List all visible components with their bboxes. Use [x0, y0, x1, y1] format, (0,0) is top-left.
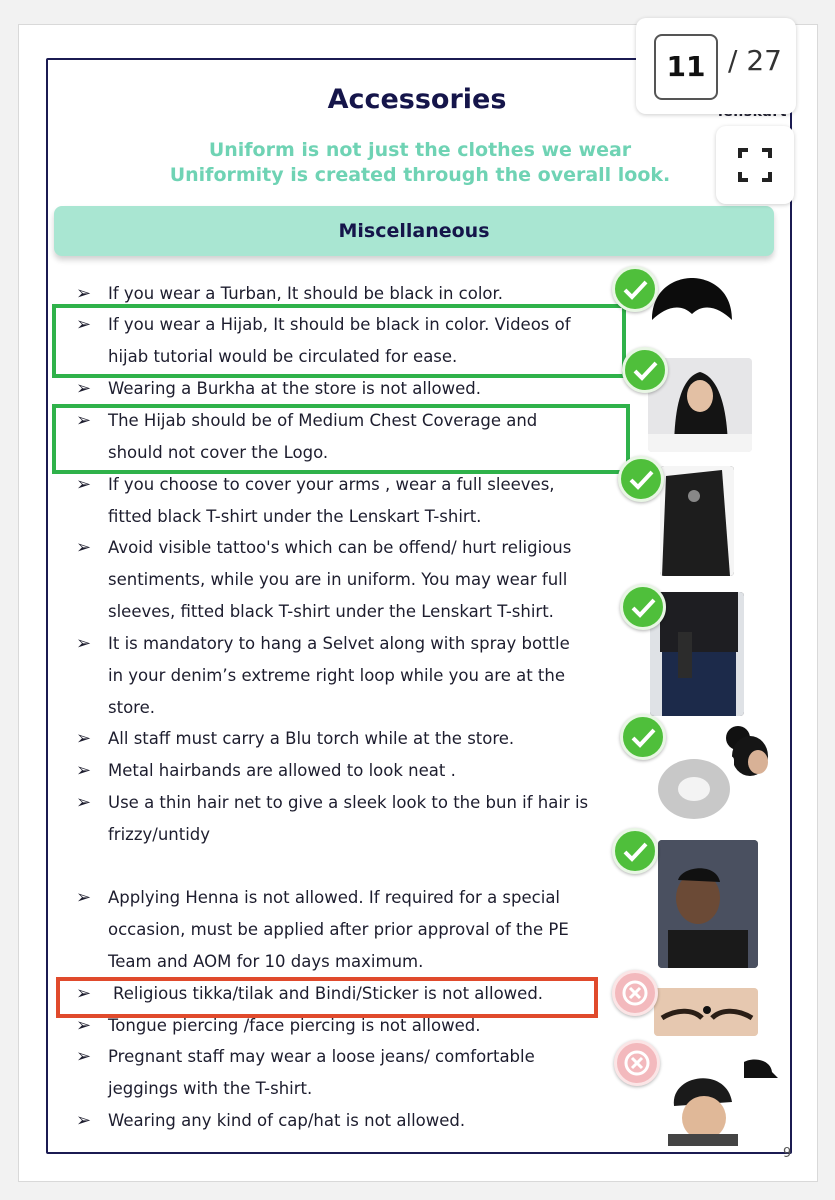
- bullet-arrow-icon: ➢: [76, 537, 92, 558]
- bullet-arrow-icon: ➢: [76, 760, 92, 781]
- fullscreen-button[interactable]: [716, 126, 794, 204]
- bullet-arrow-icon: ➢: [76, 1110, 92, 1131]
- rule-text: fitted black T-shirt under the Lenskart T-shirt.: [108, 507, 482, 526]
- bullet-arrow-icon: ➢: [76, 983, 92, 1004]
- bullet-arrow-icon: ➢: [76, 314, 92, 335]
- page-counter: [636, 18, 796, 114]
- highlight-box-hijab-color: [52, 304, 626, 378]
- rule-text: Religious tikka/tilak and Bindi/Sticker is not allowed.: [113, 984, 544, 1003]
- check-icon: [620, 584, 666, 630]
- rule-text: should not cover the Logo.: [108, 443, 329, 462]
- turban-photo: [644, 266, 740, 346]
- rule-text: All staff must carry a Blu torch while at the store.: [108, 729, 515, 748]
- check-icon: [612, 828, 658, 874]
- rule-text: hijab tutorial would be circulated for ease.: [108, 347, 458, 366]
- highlight-box-tikka: [56, 977, 598, 1018]
- bullet-arrow-icon: ➢: [76, 474, 92, 495]
- rule-text: sleeves, fitted black T-shirt under the Lenskart T-shirt.: [108, 602, 554, 621]
- bullet-arrow-icon: ➢: [76, 728, 92, 749]
- bullet-arrow-icon: ➢: [76, 283, 92, 304]
- fullscreen-icon: [716, 126, 794, 204]
- current-page-input[interactable]: 11: [654, 34, 718, 100]
- bullet-arrow-icon: ➢: [76, 633, 92, 654]
- rule-text: If you wear a Turban, It should be black in color.: [108, 284, 504, 303]
- rule-text: occasion, must be applied after prior approval of the PE: [108, 920, 569, 939]
- henna-photo: [658, 840, 758, 968]
- rule-text: Avoid visible tattoo's which can be offend/ hurt religious: [108, 538, 572, 557]
- rule-text: frizzy/untidy: [108, 825, 211, 844]
- rule-text: Wearing a Burkha at the store is not allowed.: [108, 379, 481, 398]
- rule-text: The Hijab should be of Medium Chest Coverage and: [108, 411, 538, 430]
- rule-text: If you choose to cover your arms , wear a full sleeves,: [108, 475, 555, 494]
- bindi-photo: [654, 988, 758, 1036]
- rule-text: jeggings with the T-shirt.: [108, 1079, 313, 1098]
- bullet-arrow-icon: ➢: [76, 887, 92, 908]
- rule-text: Use a thin hair net to give a sleek look to the bun if hair is: [108, 793, 589, 812]
- rule-text: Tongue piercing /face piercing is not allowed.: [108, 1016, 481, 1035]
- beanie-photo: [660, 1056, 744, 1146]
- section-heading: Miscellaneous: [54, 206, 774, 256]
- cross-icon: [614, 1040, 660, 1086]
- check-icon: [622, 347, 668, 393]
- hair-net-photo: [654, 756, 734, 822]
- rule-text: in your denim’s extreme right loop while you are at the: [108, 666, 566, 685]
- rule-text: Wearing any kind of cap/hat is not allowed.: [108, 1111, 466, 1130]
- rule-text: Metal hairbands are allowed to look neat .: [108, 761, 456, 780]
- bullet-arrow-icon: ➢: [76, 792, 92, 813]
- bullet-arrow-icon: ➢: [76, 378, 92, 399]
- subtitle-line-2: Uniformity is created through the overall look.: [169, 164, 671, 186]
- bullet-arrow-icon: ➢: [76, 410, 92, 431]
- rule-text: Team and AOM for 10 days maximum.: [108, 952, 424, 971]
- rule-text: Pregnant staff may wear a loose jeans/ comfortable: [108, 1047, 535, 1066]
- page-number: 9: [783, 1146, 792, 1161]
- highlight-box-hijab-coverage: [52, 404, 630, 474]
- bullet-arrow-icon: ➢: [76, 1046, 92, 1067]
- rule-text: If you wear a Hijab, It should be black in color. Videos of: [108, 315, 571, 334]
- page-title: Accessories: [327, 84, 507, 115]
- rule-text: store.: [108, 698, 155, 717]
- check-icon: [618, 456, 664, 502]
- rule-text: It is mandatory to hang a Selvet along with spray bottle: [108, 634, 570, 653]
- check-icon: [620, 714, 666, 760]
- total-pages: / 27: [728, 44, 782, 77]
- sleeves-photo: [660, 466, 734, 576]
- check-icon: [612, 266, 658, 312]
- cross-icon: [612, 970, 658, 1016]
- subtitle-line-1: Uniform is not just the clothes we wear: [208, 139, 632, 161]
- rule-text: Applying Henna is not allowed. If required for a special: [108, 888, 561, 907]
- bullet-arrow-icon: ➢: [76, 1015, 92, 1036]
- rule-text: sentiments, while you are in uniform. You may wear full: [108, 570, 568, 589]
